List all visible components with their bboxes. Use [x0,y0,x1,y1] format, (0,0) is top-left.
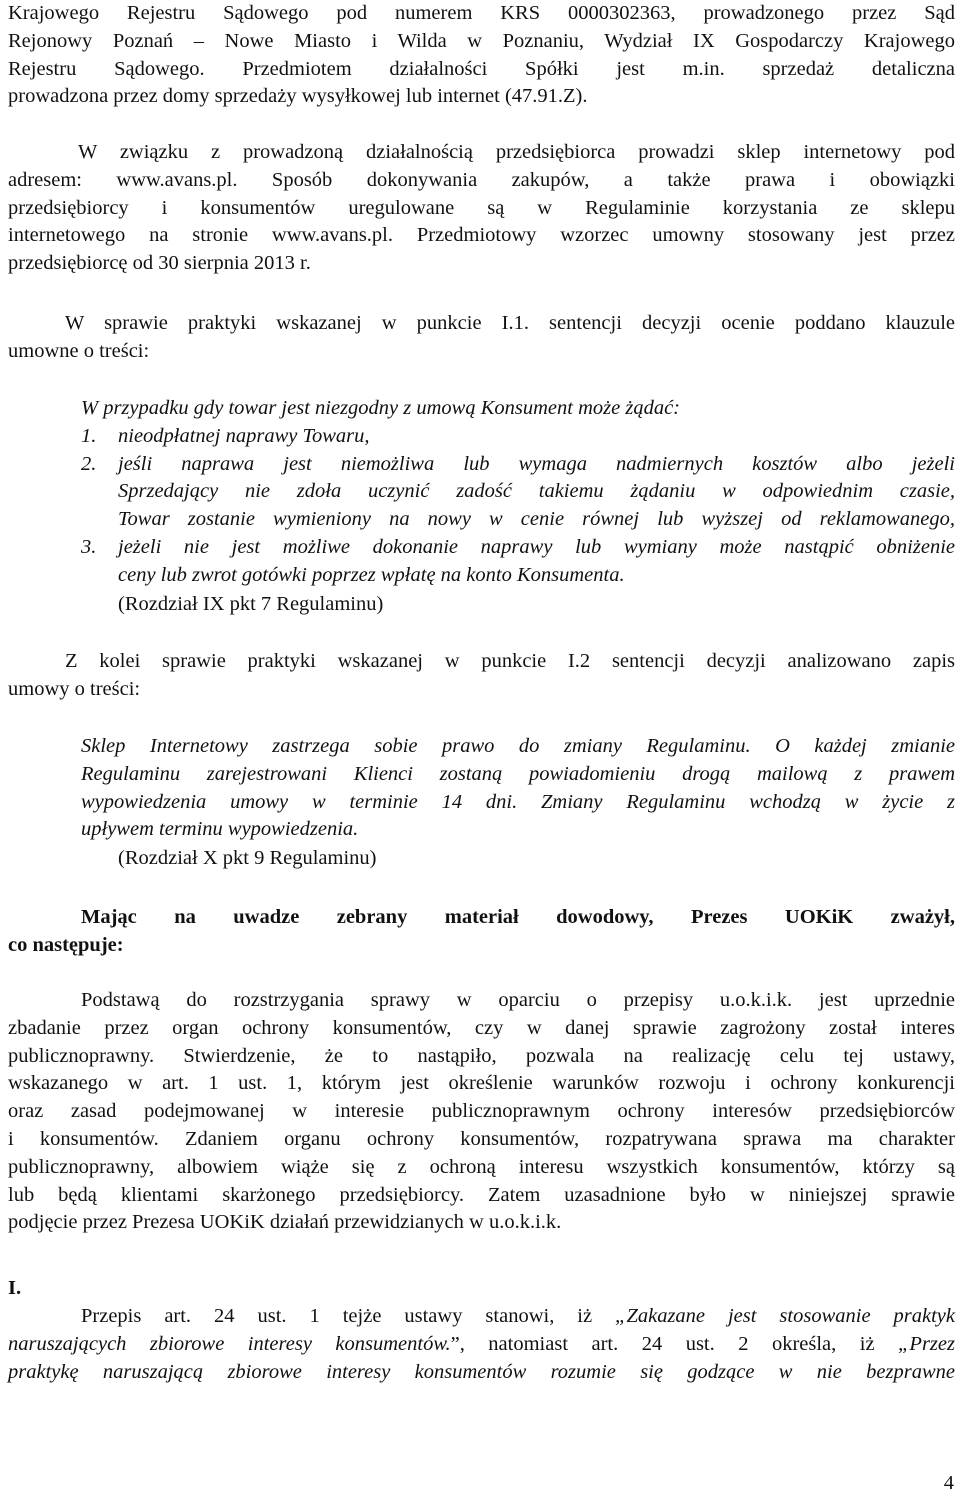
text-line: W związku z prowadzoną działalnością przedsiębiorca prowadzi sklep internetowy pod [78,141,955,163]
list-item [8,423,955,451]
quote-run: „Zakazane jest stosowanie praktyk [615,1305,955,1327]
section-i-paragraph [8,1303,955,1386]
text-line: zbadanie przez organ ochrony konsumentów, czy w danej sprawie zagrożony został interes [8,1016,955,1039]
practice1-paragraph [8,310,955,366]
text-line: upływem terminu wypowiedzenia. [81,818,359,841]
text-line: umowne o treści: [8,339,150,362]
text-line: W sprawie praktyki wskazanej w punkcie I.1. sentencji decyzji ocenie poddano klauzule [65,312,955,334]
text-line [8,1331,955,1359]
section-number: I. [8,1277,22,1299]
list-number: 1. [81,424,97,447]
text-line: Regulaminu zarejestrowani Klienci zostaną powiadomieniu drogą mailową z prawem [81,762,955,785]
text-line: Rejonowy Poznań – Nowe Miasto i Wilda w Poznaniu, Wydział IX Gospodarczy Krajowego [8,29,955,52]
list-number: 2. [81,452,97,475]
text-line: praktykę naruszającą zbiorowe interesy konsumentów rozumie się godzące w nie bezprawne [8,1360,955,1383]
reference-text: (Rozdział X pkt 9 Regulaminu) [118,847,377,869]
text-line: Sprzedający nie zdoła uczynić zadość takiemu żądaniu w odpowiednim czasie, [118,480,955,503]
text-line: ceny lub zwrot gotówki poprzez wpłatę na konto Konsumenta. [118,563,625,586]
text-line: przedsiębiorcy i konsumentów uregulowane są w Regulaminie korzystania ze sklepu [8,196,955,219]
quote-run: naruszających zbiorowe interesy konsumentów. [8,1332,451,1355]
text-line: Towar zostanie wymieniony na nowy w cenie równej lub wyższej od reklamowanego, [118,508,955,531]
text-line: prowadzona przez domy sprzedaży wysyłkowej lub internet (47.91.Z). [8,85,588,108]
text-line: internetowego na stronie www.avans.pl. Przedmiotowy wzorzec umowny stosowany jest przez [8,224,955,247]
text-line: lub będą klientami skarżonego przedsiębiorcy. Zatem uzasadnione było w niniejszej sprawie [8,1183,955,1206]
clause-intro: W przypadku gdy towar jest niezgodny z umową Konsument może żądać: [81,397,681,419]
text-line: oraz zasad podejmowanej w interesie publicznoprawnym ochrony interesów przedsiębiorców [8,1100,955,1123]
text-line [8,1303,955,1331]
text-line: podjęcie przez Prezesa UOKiK działań przewidzianych w u.o.k.i.k. [8,1211,562,1234]
text-line: Rejestru Sądowego. Przedmiotem działalności Spółki jest m.in. sprzedaż detaliczna [8,57,955,80]
text-line: jeżeli nie jest możliwe dokonanie naprawy lub wymiany może nastąpić obniżenie [118,535,955,558]
intro-paragraph [8,0,955,111]
list-item [8,451,955,534]
heading-line: Mając na uwadze zebrany materiał dowodowy, Prezes UOKiK zważył, [81,906,955,928]
clause1-quote [8,395,955,590]
quote-run: „Przez [898,1332,955,1355]
text-line: adresem: www.avans.pl. Sposób dokonywania zakupów, a także prawa i obowiązki [8,168,955,191]
text-line: Podstawą do rozstrzygania sprawy w oparciu o przepisy u.o.k.i.k. jest uprzednie [81,989,955,1011]
list-item [8,534,955,590]
text-line: Sklep Internetowy zastrzega sobie prawo do zmiany Regulaminu. O każdej zmianie [81,735,955,757]
reference-text: (Rozdział IX pkt 7 Regulaminu) [118,593,384,615]
text-line: Z kolei sprawie praktyki wskazanej w punkcie I.2 sentencji decyzji analizowano zapis [65,650,955,672]
text-line: jeśli naprawa jest niemożliwa lub wymaga nadmiernych kosztów albo jeżeli [118,452,955,475]
text-line: nieodpłatnej naprawy Towaru, [118,424,370,447]
list-number: 3. [81,535,97,558]
text-line: umowy o treści: [8,677,141,700]
text-line: Krajowego Rejestru Sądowego pod numerem KRS 0000302363, prowadzonego przez Sąd [8,2,955,24]
text-run: Przepis art. 24 ust. 1 tejże ustawy stanowi, iż [81,1305,616,1327]
practice2-paragraph [8,648,955,704]
text-line: publicznoprawny, albowiem wiąże się z ochroną interesu wszystkich konsumentów, którzy są [8,1155,955,1178]
clause1-reference [8,591,955,619]
clause2-reference [8,845,955,873]
text-line: publicznoprawny. Stwierdzenie, że to nastąpiło, pozwala na realizację celu tej ustawy, [8,1044,955,1067]
page-number: 4 [943,1472,954,1494]
shop-paragraph [8,139,955,278]
section-label [8,1275,955,1303]
heading-line: co następuje: [8,933,124,956]
clause2-quote [8,733,955,844]
text-line: i konsumentów. Zdaniem organu ochrony konsumentów, rozpatrywana sprawa ma charakter [8,1127,955,1150]
text-line: wypowiedzenia umowy w terminie 14 dni. Zmiany Regulaminu wchodzą w życie z [81,790,955,813]
text-line: przedsiębiorcę od 30 sierpnia 2013 r. [8,252,311,275]
basis-paragraph [8,987,955,1237]
section-heading [8,904,955,960]
text-run: ”, natomiast art. 24 ust. 2 określa, iż [450,1332,899,1355]
text-line: wskazanego w art. 1 ust. 1, którym jest określenie warunków rozwoju i ochrony konkurencji [8,1072,955,1095]
